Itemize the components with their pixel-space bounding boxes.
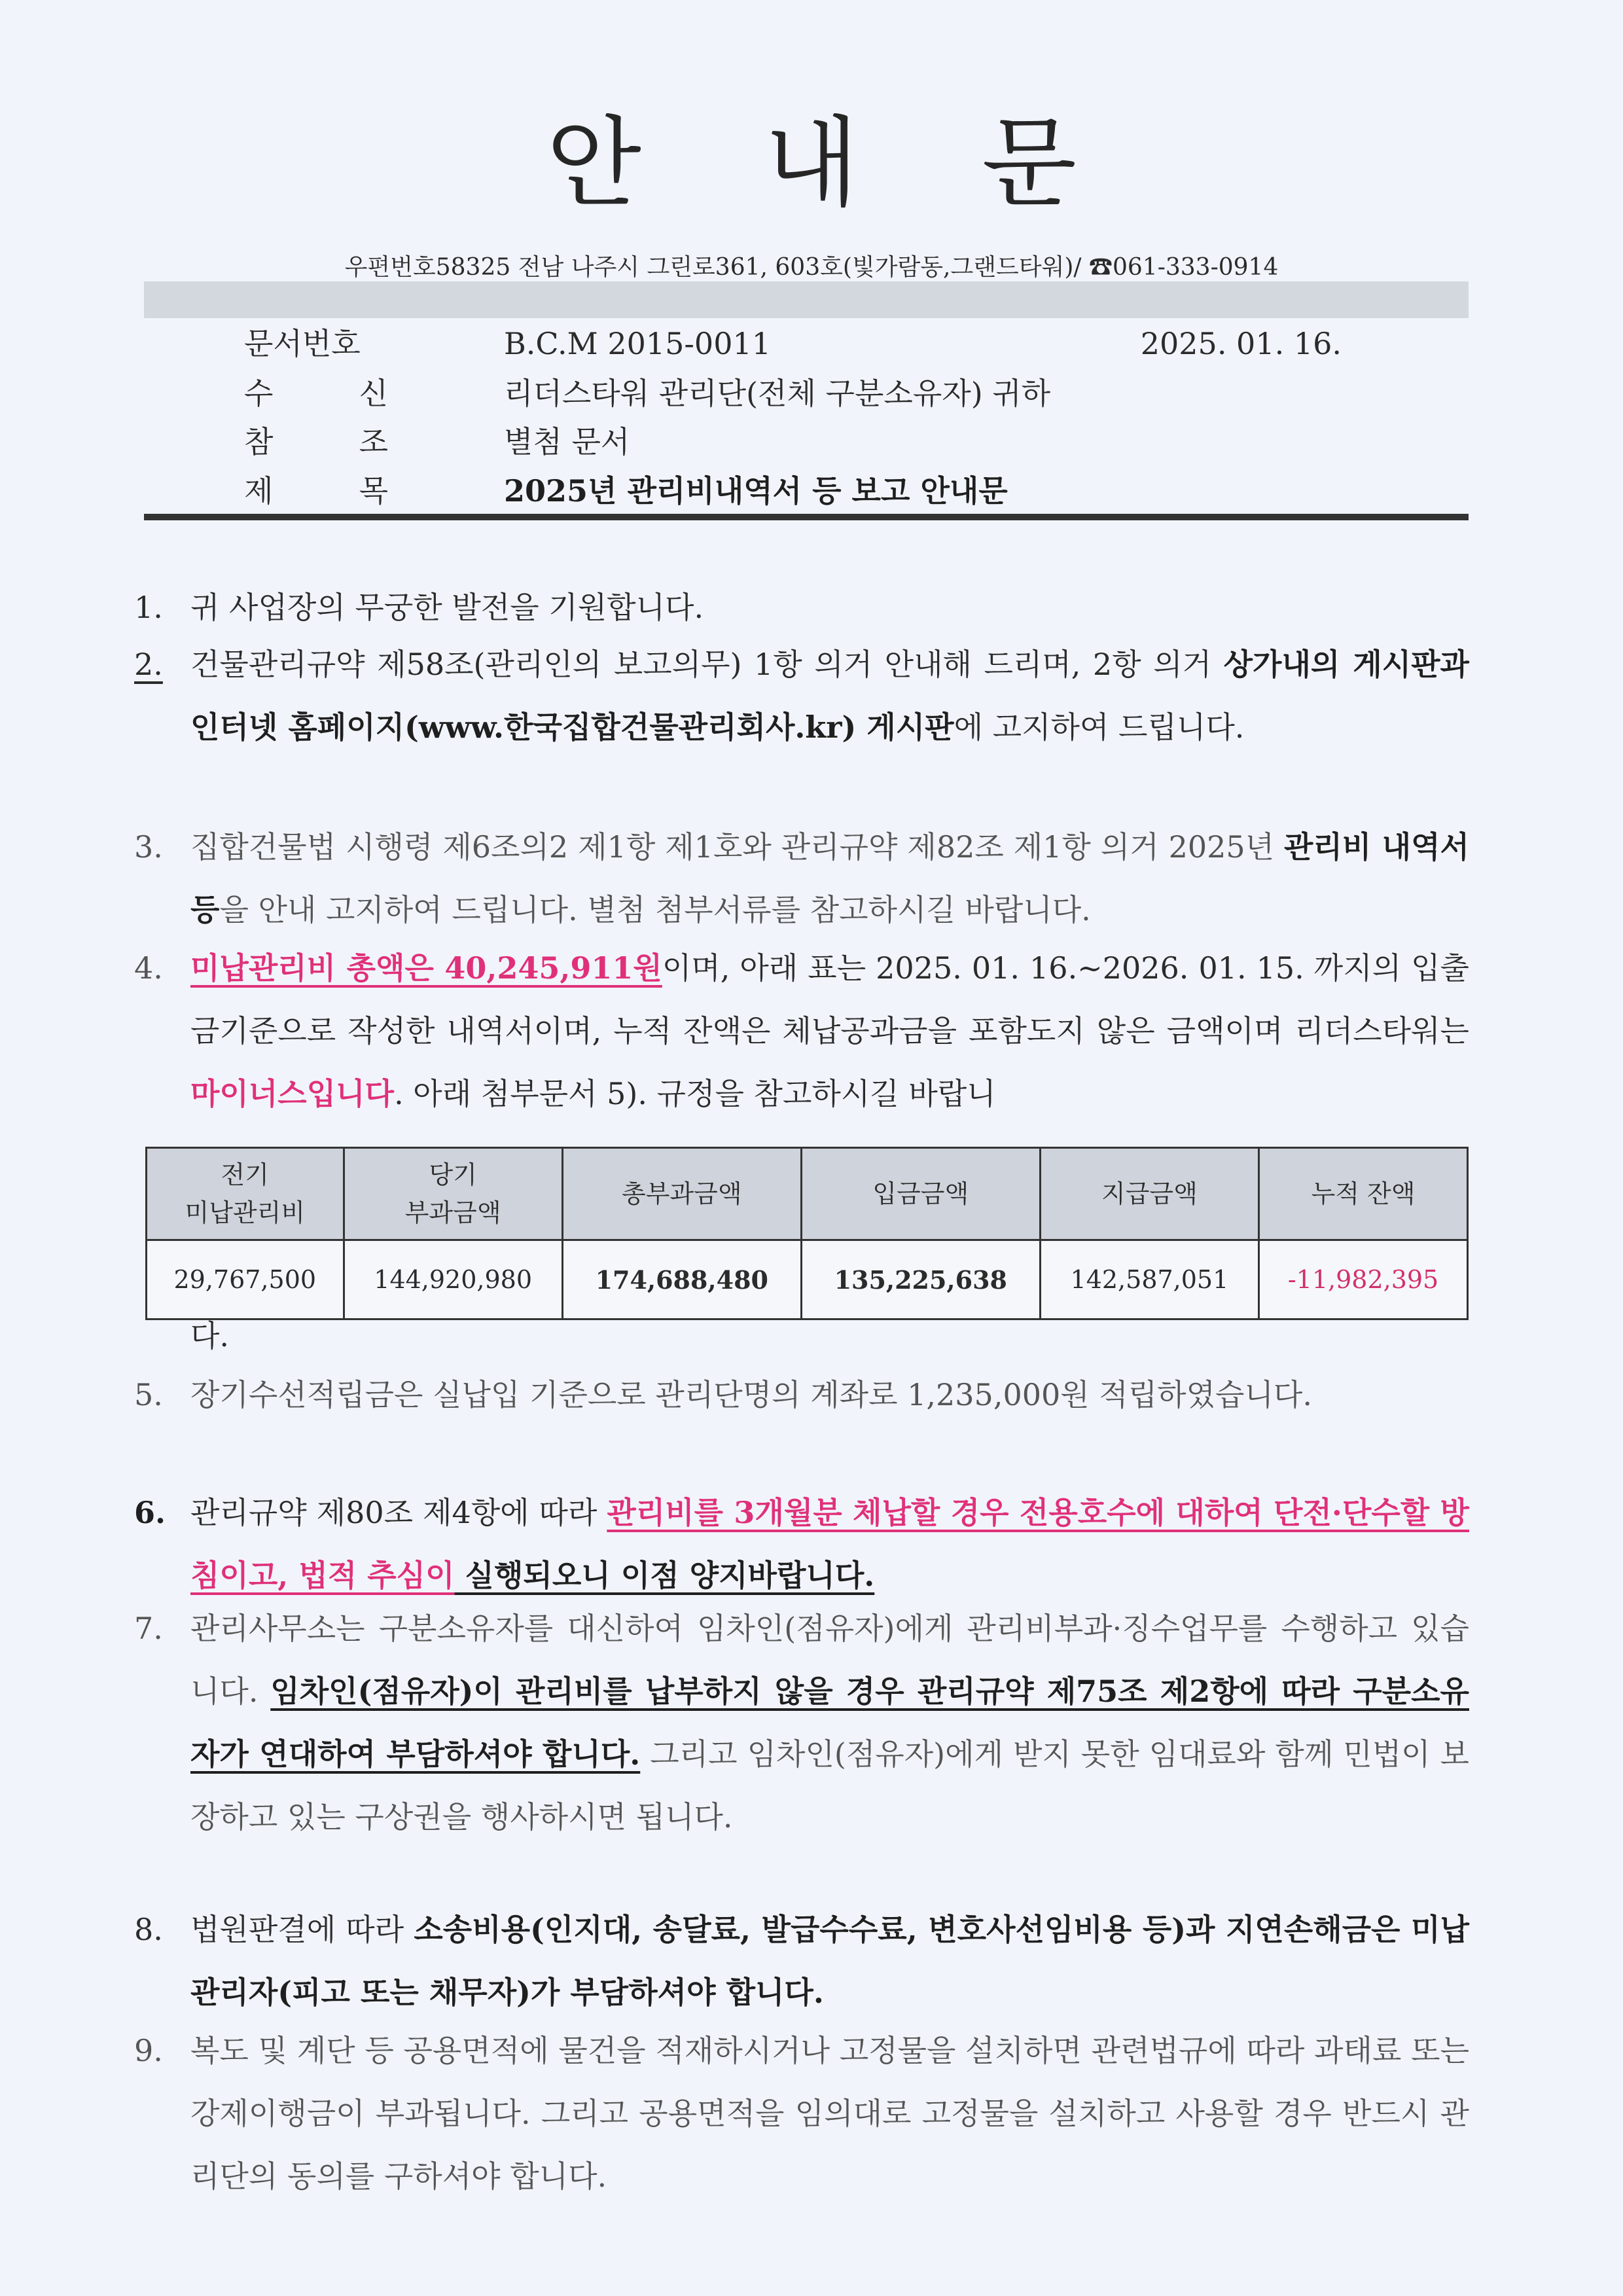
table-header-row: [147, 1148, 1468, 1240]
cell-payments: 142,587,051: [1040, 1240, 1258, 1319]
header-band: [144, 281, 1469, 318]
cell-deposits: 135,225,638: [801, 1240, 1040, 1319]
item-9: 9. 복도 및 계단 등 공용면적에 물건을 적재하시거나 고정물을 설치하면 관련법규에 따라 과태료 또는 강제이행금이 부과됩니다. 그리고 공용면적을 임의대로 고정물을 설치하고 사용할 경우 반드시 관리단의 동의를 구하셔야 합니다.: [134, 2033, 1469, 2194]
item-7: 7. 관리사무소는 구분소유자를 대신하여 임차인(점유자)에게 관리비부과·징수업무를 수행하고 있습니다. 임차인(점유자)이 관리비를 납부하지 않을 경우 관리규약 제75조 제2항에 따라 구분소유자가 연대하여 부담하셔야 합니다. 그리고 임차인(점유자)에게 받지 못한 임대료와 함께 민법이 보장하고 있는 구상권을 행사하시면 됩니다.: [134, 1611, 1469, 1835]
header-deposits: 입금금액: [801, 1148, 1040, 1240]
finance-table: [145, 1147, 1469, 1320]
cell-balance: -11,982,395: [1259, 1240, 1468, 1319]
header-rule: [144, 514, 1469, 520]
header-balance: 누적 잔액: [1259, 1148, 1468, 1240]
reference: 별첨 문서: [504, 424, 630, 459]
header-payments: 지급금액: [1040, 1148, 1258, 1240]
doc-date: 2025. 01. 16.: [1140, 326, 1342, 361]
item-6: 6. 관리규약 제80조 제4항에 따라 관리비를 3개월분 체납할 경우 전용호수에 대하여 단전·단수할 방침이고, 법적 추심이 실행되오니 이점 양지바랍니다.: [134, 1495, 1469, 1593]
recipient: 리더스타워 관리단(전체 구분소유자) 귀하: [504, 376, 1051, 411]
cell-current-charge: 144,920,980: [344, 1240, 562, 1319]
cell-prev-unpaid: 29,767,500: [147, 1240, 344, 1319]
item-2: 2. 건물관리규약 제58조(관리인의 보고의무) 1항 의거 안내해 드리며, 2항 의거 상가내의 게시판과 인터넷 홈페이지(www.한국집합건물관리회사.kr) 게시판에 고지하여 드립니다.: [134, 647, 1469, 745]
document-title: 안 내 문: [546, 107, 1123, 221]
item-3: 3. 집합건물법 시행령 제6조의2 제1항 제1호와 관리규약 제82조 제1항 의거 2025년 관리비 내역서 등을 안내 고지하여 드립니다. 별첨 첨부서류를 참고하시길 바랍니다.: [134, 829, 1469, 927]
recipient-label: 수 신: [244, 376, 388, 411]
header-prev-unpaid: 전기 미납관리비: [147, 1148, 344, 1240]
item-1: 1. 귀 사업장의 무궁한 발전을 기원합니다.: [134, 590, 704, 625]
doc-number: B.C.M 2015-0011: [504, 326, 772, 361]
header-total-charge: 총부과금액: [562, 1148, 801, 1240]
sender-address: 우편번호58325 전남 나주시 그린로361, 603호(빛가람동,그랜드타워)/ ☎061-333-0914: [344, 254, 1279, 281]
reference-label: 참 조: [244, 424, 388, 459]
subject: 2025년 관리비내역서 등 보고 안내문: [504, 473, 1008, 509]
subject-label: 제 목: [244, 473, 388, 509]
header-current-charge: 당기 부과금액: [344, 1148, 562, 1240]
item-4: 4. 미납관리비 총액은 40,245,911원이며, 아래 표는 2025. 01. 16.~2026. 01. 15. 까지의 입출금기준으로 작성한 내역서이며, 누적 잔액은 체납공과금을 포함도지 않은 금액이며 리더스타워는 마이너스입니다. 아래 첨부문서 5). 규정을 참고하시길 바랍니: [134, 950, 1469, 1111]
item-5: 5. 장기수선적립금은 실납입 기준으로 관리단명의 계좌로 1,235,000원 적립하였습니다.: [134, 1377, 1312, 1412]
cell-total-charge: 174,688,480: [562, 1240, 801, 1319]
item-4-tail: 다.: [190, 1318, 230, 1354]
doc-number-label: 문서번호: [244, 326, 361, 361]
item-8: 8. 법원판결에 따라 소송비용(인지대, 송달료, 발급수수료, 변호사선임비용 등)과 지연손해금은 미납관리자(피고 또는 채무자)가 부담하셔야 합니다.: [134, 1912, 1469, 2010]
